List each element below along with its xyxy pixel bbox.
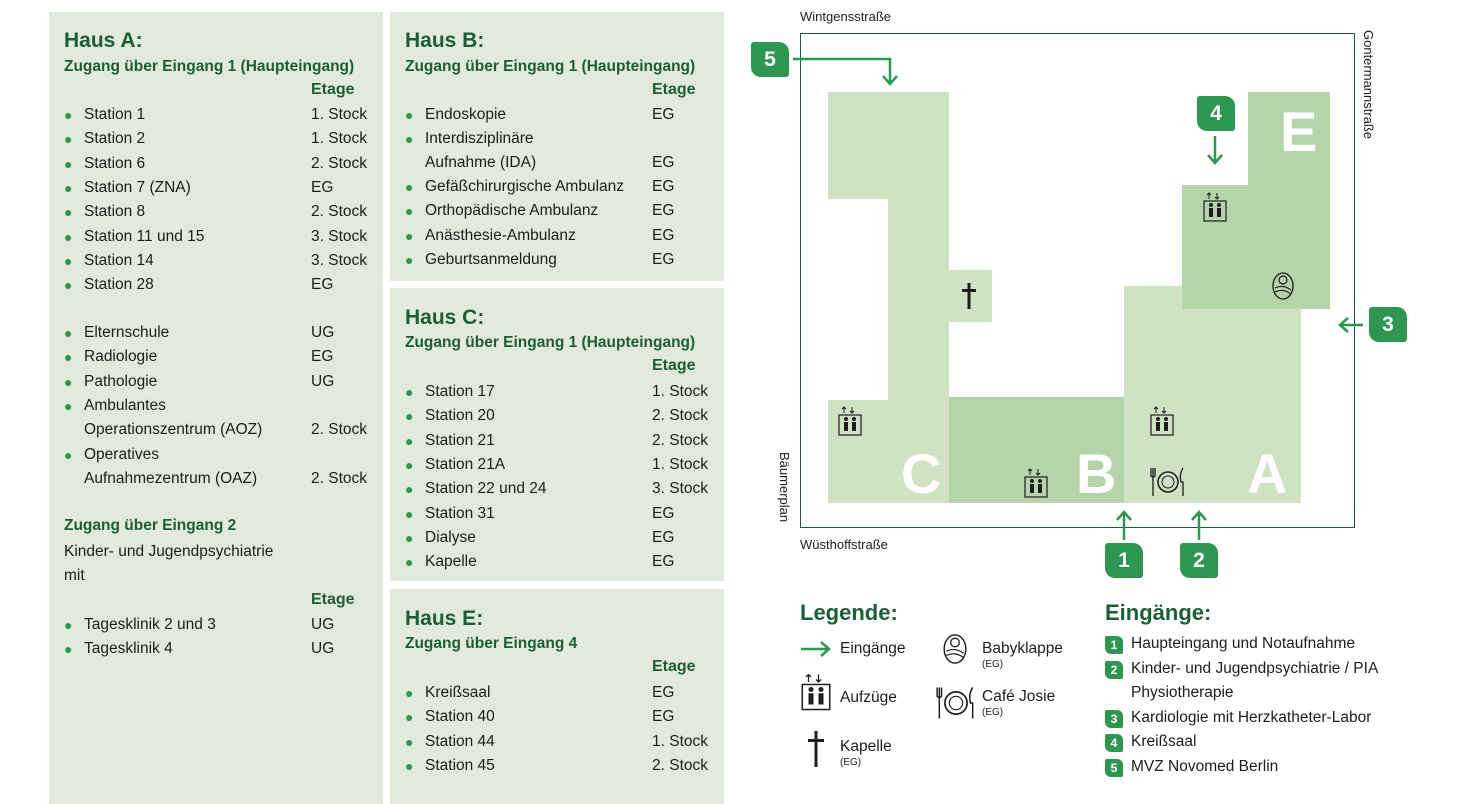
entrance-number-badge: 3 — [1105, 710, 1123, 728]
list-item-etage: 3. Stock — [311, 251, 367, 269]
list-item-etage: 1. Stock — [311, 130, 367, 148]
bullet-icon: ● — [64, 641, 73, 658]
entrance-2-badge: 2 — [1180, 543, 1218, 578]
entrance-4-badge: 4 — [1197, 96, 1235, 131]
haus-e-panel — [390, 589, 724, 804]
legend-cafe-sub: (EG) — [982, 707, 1004, 718]
list-item-label: Station 8 — [84, 203, 146, 221]
haus-a-zugang2-text: Kinder- und Jugendpsychiatrie — [64, 543, 274, 560]
legend-cafe: Café Josie — [982, 688, 1056, 705]
entrance-5-badge: 5 — [751, 42, 789, 77]
elevator-icon — [801, 673, 831, 711]
legend-title: Legende: — [800, 600, 898, 625]
legend-kapelle: Kapelle — [840, 738, 892, 755]
bullet-icon: ● — [64, 228, 73, 245]
list-item-label: Orthopädische Ambulanz — [425, 202, 599, 220]
bullet-icon: ● — [64, 349, 73, 366]
list-item-label: Aufnahmezentrum (OAZ) — [84, 470, 258, 487]
list-item-etage: 3. Stock — [311, 227, 367, 245]
bullet-icon: ● — [64, 325, 73, 341]
building-b-label: B — [1076, 442, 1117, 505]
entrance-arrows — [740, 0, 1458, 590]
haus-c-title: Haus C: — [405, 306, 485, 329]
bullet-icon: ● — [64, 373, 73, 390]
eingaenge-title: Eingänge: — [1105, 600, 1212, 625]
haus-b-zugang: Zugang über Eingang 1 (Haupteingang) — [405, 58, 696, 75]
list-item-etage: EG — [652, 106, 675, 123]
haus-c-zugang: Zugang über Eingang 1 (Haupteingang) — [405, 334, 696, 351]
list-item-etage: 2. Stock — [311, 470, 367, 487]
list-item-etage: 2. Stock — [652, 431, 708, 449]
haus-a-title: Haus A: — [64, 29, 143, 52]
list-item-etage: UG — [311, 616, 335, 633]
bullet-icon: ● — [64, 204, 73, 221]
bullet-icon: ● — [64, 107, 73, 123]
list-item-label: Dialyse — [425, 528, 476, 546]
bullet-icon: ● — [405, 203, 414, 220]
list-item-etage: EG — [311, 348, 334, 366]
list-item-etage: UG — [311, 640, 335, 658]
list-item-label: Station 31 — [425, 504, 495, 522]
cross-icon — [808, 731, 824, 767]
list-item-etage: 1. Stock — [652, 455, 708, 473]
list-item-label: Station 17 — [425, 383, 495, 400]
haus-e-etage-header: Etage — [652, 658, 696, 675]
list-item-label: Geburtsanmeldung — [425, 250, 557, 268]
list-item-label: Pathologie — [84, 372, 158, 390]
bullet-icon: ● — [405, 733, 414, 750]
list-item-label: Station 1 — [84, 106, 146, 123]
list-item-label: Operatives — [84, 446, 159, 463]
haus-b-etage-header: Etage — [652, 81, 696, 98]
list-item-etage: UG — [311, 324, 335, 341]
haus-a-panel: Haus A: Zugang über Eingang 1 (Haupteingang) Etage ● Station 1 1. Stock ● Station 2 1. Stock ● Station 6 2. Stock ● Station 7 (ZNA) EG ● Station 8 2. Stock ● Station 11 und 15 3. Stock ● Station 14 3. Stock ● Station 28 EG ● Elternschule UG ● Radiologie EG ● Pathologie UG ● Ambulantes Operationszentrum (AOZ) 2. Stock ● Operatives Aufnahmezentrum (OAZ) 2. Stock Zugang über Eingang 2 Kinder- und Jugendpsychiatrie mit Etage ● Tagesklinik 2 und 3 UG ● Tagesklinik 4 UG — [49, 12, 383, 804]
list-item-etage: EG — [652, 250, 675, 268]
entrance-number-badge: 2 — [1105, 661, 1123, 679]
bullet-icon: ● — [405, 227, 414, 244]
list-item-label: Station 14 — [84, 251, 154, 269]
bullet-icon: ● — [405, 179, 414, 195]
list-item-etage: EG — [311, 178, 334, 196]
list-item-etage: EG — [311, 276, 334, 294]
building-e-label: E — [1280, 100, 1318, 163]
list-item-etage: EG — [652, 154, 675, 171]
list-item-etage: 1. Stock — [652, 383, 708, 400]
bullet-icon: ● — [405, 432, 414, 449]
list-item-label: Tagesklinik 2 und 3 — [84, 616, 216, 633]
bullet-icon: ● — [405, 456, 414, 473]
bullet-icon: ● — [405, 408, 414, 425]
list-item-label: Operationszentrum (AOZ) — [84, 421, 263, 438]
list-item-label: Anästhesie-Ambulanz — [425, 226, 576, 244]
list-item-label: Radiologie — [84, 348, 158, 366]
entrance-description: Kreißsaal — [1131, 733, 1197, 750]
bullet-icon: ● — [405, 529, 414, 546]
list-item-label: Station 45 — [425, 756, 495, 774]
bullet-icon: ● — [64, 131, 73, 148]
list-item-etage: EG — [652, 528, 675, 546]
list-item-label: Ambulantes — [84, 397, 166, 414]
bullet-icon: ● — [405, 505, 414, 522]
bullet-icon: ● — [405, 757, 414, 774]
list-item-label: Gefäßchirurgische Ambulanz — [425, 178, 625, 195]
bullet-icon: ● — [405, 685, 414, 701]
entrance-1-badge: 1 — [1105, 543, 1143, 578]
list-item-etage: 2. Stock — [311, 154, 367, 172]
list-item-etage: 2. Stock — [652, 756, 708, 774]
list-item-label: Kreißsaal — [425, 684, 491, 701]
list-item-etage: EG — [652, 684, 675, 701]
entrance-3-badge: 3 — [1369, 307, 1407, 342]
bullet-icon: ● — [405, 251, 414, 268]
haus-b-panel: Haus B: Zugang über Eingang 1 (Haupteingang) Etage ● Endoskopie EG ● Interdisziplinäre Aufnahme (IDA) EG ● Gefäßchirurgische Ambulanz EG ● Orthopädische Ambulanz EG ● Anästhesie-Ambulanz EG ● Geburtsanmeldung EG — [390, 12, 724, 281]
bullet-icon: ● — [64, 277, 73, 294]
list-item-label: Station 7 (ZNA) — [84, 178, 191, 196]
list-item-label: Tagesklinik 4 — [84, 640, 173, 658]
haus-a-etage-header: Etage — [311, 81, 355, 98]
bullet-icon: ● — [405, 709, 414, 726]
list-item-etage: EG — [652, 553, 675, 571]
list-item-etage: 3. Stock — [652, 480, 708, 498]
list-item-etage: EG — [652, 504, 675, 522]
bullet-icon: ● — [64, 617, 73, 633]
legend-eingaenge: Eingänge — [840, 640, 906, 657]
entrance-number-badge: 1 — [1105, 636, 1123, 654]
haus-b-title: Haus B: — [405, 29, 485, 52]
street-west: Bäumerplan — [777, 452, 792, 523]
entrance-description: Haupteingang und Notaufnahme — [1131, 635, 1356, 652]
legend-babyklappe: Babyklappe — [982, 640, 1064, 657]
entrance-description: Kardiologie mit Herzkatheter-Labor — [1131, 708, 1372, 726]
list-item-etage: EG — [652, 708, 675, 726]
list-item-etage: 1. Stock — [652, 732, 708, 750]
haus-e-zugang: Zugang über Eingang 4 — [405, 635, 578, 652]
list-item-etage: UG — [311, 372, 335, 390]
haus-a-zugang2-text2: mit — [64, 567, 85, 584]
list-item-etage: 2. Stock — [311, 421, 367, 438]
baby-icon — [942, 630, 968, 668]
list-item-label: Station 22 und 24 — [425, 480, 547, 498]
bullet-icon: ● — [405, 481, 414, 498]
building-c-label: C — [901, 442, 942, 505]
list-item-label: Station 21A — [425, 455, 506, 473]
street-north: Wintgensstraße — [800, 9, 892, 24]
bullet-icon: ● — [405, 554, 414, 571]
list-item-etage: EG — [652, 202, 675, 220]
list-item-label: Station 44 — [425, 732, 495, 750]
list-item-etage: EG — [652, 178, 675, 195]
list-item-label: Station 20 — [425, 407, 495, 425]
list-item-etage: EG — [652, 226, 675, 244]
haus-a-zugang1: Zugang über Eingang 1 (Haupteingang) — [64, 58, 355, 75]
building-a-label: A — [1247, 442, 1288, 505]
entrance-description: Kinder- und Jugendpsychiatrie / PIA — [1131, 659, 1379, 677]
list-item-label: Interdisziplinäre — [425, 130, 534, 147]
legend-kapelle-sub: (EG) — [840, 757, 862, 768]
entrance-description: MVZ Novomed Berlin — [1131, 757, 1279, 775]
arrow-icon — [800, 640, 832, 658]
list-item-label: Station 21 — [425, 431, 495, 449]
haus-c-panel — [390, 288, 724, 581]
list-item-label: Kapelle — [425, 553, 477, 571]
list-item-etage: 1. Stock — [311, 106, 367, 123]
bullet-icon: ● — [64, 155, 73, 172]
street-south: Wüsthoffstraße — [800, 537, 888, 552]
entrance-number-badge: 5 — [1105, 759, 1123, 777]
haus-a-zugang2: Zugang über Eingang 2 — [64, 517, 237, 534]
haus-e-title: Haus E: — [405, 607, 484, 630]
list-item-label: Station 28 — [84, 276, 154, 294]
bullet-icon: ● — [405, 384, 414, 400]
list-item-label: Station 40 — [425, 708, 495, 726]
haus-a-etage-header-2: Etage — [311, 591, 355, 608]
legend-babyklappe-sub: (EG) — [982, 659, 1004, 670]
entrance-description: Physiotherapie — [1131, 684, 1234, 701]
list-item-label: Station 2 — [84, 130, 146, 148]
list-item-label: Station 11 und 15 — [84, 227, 205, 245]
list-item-etage: 2. Stock — [311, 203, 367, 221]
bullet-icon: ● — [64, 179, 73, 196]
street-east: Gontermannstraße — [1361, 30, 1376, 140]
site-map — [740, 0, 1458, 590]
list-item-label: Aufnahme (IDA) — [425, 154, 537, 171]
list-item-label: Elternschule — [84, 324, 170, 341]
list-item-label: Station 6 — [84, 154, 146, 172]
bullet-icon: ● — [64, 252, 73, 269]
legend-aufzuege: Aufzüge — [840, 689, 897, 706]
entrance-number-badge: 4 — [1105, 734, 1123, 752]
list-item-etage: 2. Stock — [652, 407, 708, 425]
list-item-label: Endoskopie — [425, 106, 507, 123]
haus-c-etage-header: Etage — [652, 357, 696, 374]
cafe-icon — [936, 684, 976, 722]
